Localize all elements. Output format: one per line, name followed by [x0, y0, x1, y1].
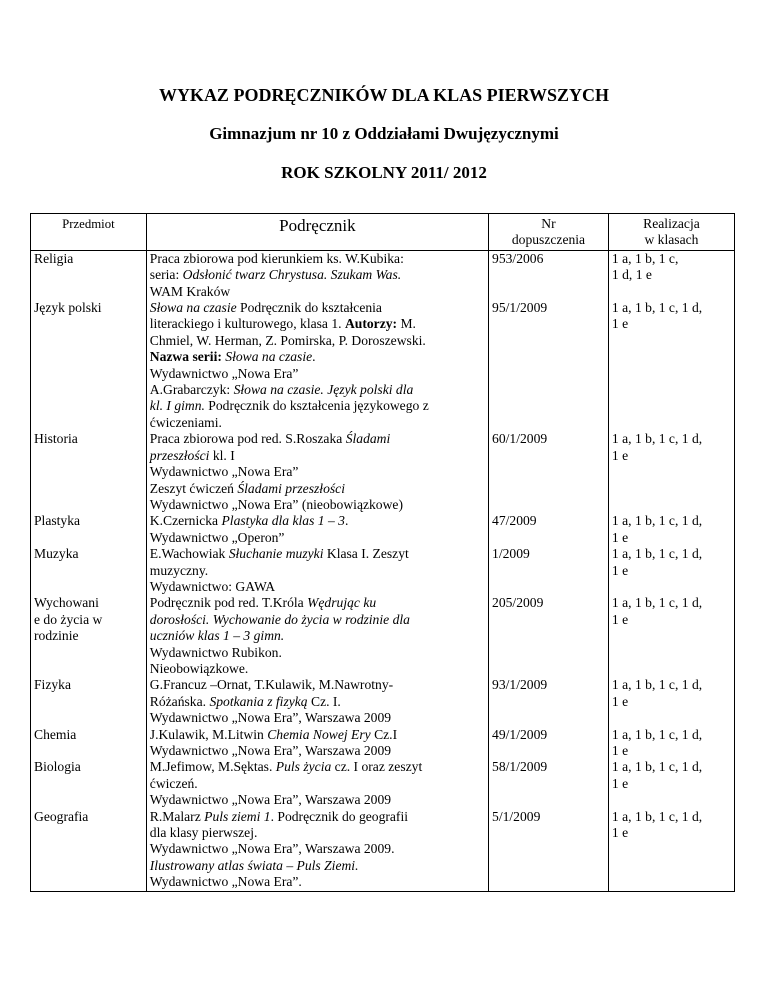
textbook-cell — [146, 595, 488, 677]
approval-number-cell — [489, 513, 609, 546]
textbook-line — [150, 809, 485, 825]
classes-line: 1 e — [611, 825, 629, 841]
subject-cell — [31, 677, 147, 726]
textbook-line — [150, 792, 485, 808]
approval-number-cell — [489, 727, 609, 760]
text-segment: E.Wachowiak — [149, 546, 229, 562]
approval-number: 5/1/2009 — [492, 808, 541, 824]
classes-line: 1 e — [611, 529, 629, 545]
textbook-line — [150, 727, 485, 743]
text-segment: Wydawnictwo „Nowa Era”. — [149, 874, 302, 890]
text-segment: Słuchanie muzyki — [228, 546, 324, 562]
classes-line: 1 e — [611, 693, 629, 709]
table-body — [31, 250, 735, 891]
textbook-line — [150, 874, 485, 890]
textbook-line — [150, 743, 485, 759]
text-segment: Praca zbiorowa pod kierunkiem ks. W.Kubika: — [149, 250, 404, 266]
classes-line: 1 e — [611, 611, 629, 627]
textbook-line — [150, 300, 485, 316]
table-row — [31, 759, 735, 808]
textbook-table — [30, 213, 735, 892]
approval-number: 95/1/2009 — [492, 300, 548, 316]
text-segment: Podręcznik do kształcenia — [236, 300, 382, 316]
approval-number-cell — [489, 431, 609, 513]
classes-cell — [608, 300, 734, 431]
text-segment: Podręcznik pod red. T.Króla — [149, 595, 308, 611]
classes-line: 1 a, 1 b, 1 c, 1 d, — [611, 808, 703, 824]
text-segment: J.Kulawik, M.Litwin — [149, 726, 268, 742]
text-segment: A.Grabarczyk: — [149, 382, 234, 398]
header-classes-line-1: Realizacja — [643, 216, 700, 231]
text-segment: . — [312, 349, 316, 365]
text-segment: M. — [397, 316, 416, 332]
classes-line: 1 a, 1 b, 1 c, 1 d, — [611, 677, 703, 693]
text-segment: Wydawnictwo „Nowa Era”, Warszawa 2009 — [149, 710, 392, 726]
subject-cell — [31, 809, 147, 892]
approval-number-cell — [489, 759, 609, 808]
textbook-cell — [146, 759, 488, 808]
text-segment: literackiego i kulturowego, klasa 1. — [149, 316, 345, 332]
text-segment: Wydawnictwo „Nowa Era”, Warszawa 2009 — [149, 743, 392, 758]
text-segment: WAM Kraków — [149, 283, 231, 299]
subject-cell — [31, 759, 147, 808]
textbook-line — [150, 661, 485, 677]
header-classes-line-2: w klasach — [644, 232, 699, 248]
table-row — [31, 809, 735, 892]
text-segment: Wydawnictwo „Operon” — [149, 529, 285, 545]
textbook-line — [150, 858, 485, 874]
textbook-line — [150, 841, 485, 857]
subject-line: rodzinie — [34, 628, 79, 644]
textbook-line — [150, 579, 485, 595]
subject-line: Chemia — [34, 726, 77, 742]
text-segment: Klasa I. Zeszyt — [323, 546, 409, 562]
subject-line: Muzyka — [34, 546, 79, 562]
text-segment: R.Malarz — [149, 808, 205, 824]
text-segment: Śladami — [345, 431, 391, 447]
text-segment: Wydawnictwo „Nowa Era” — [149, 365, 299, 381]
subject-line: Geografia — [34, 808, 89, 824]
text-segment: Puls ziemi 1 — [204, 808, 271, 824]
text-segment: ćwiczeń. — [149, 775, 198, 791]
text-segment: Podręcznik do kształcenia językowego z — [204, 398, 429, 414]
table-row — [31, 677, 735, 726]
text-segment: Wydawnictwo Rubikon. — [149, 644, 282, 660]
textbook-line — [150, 530, 485, 546]
text-segment: . Podręcznik do geografii — [270, 808, 409, 824]
approval-number: 953/2006 — [492, 250, 544, 266]
text-segment: Chemia Nowej Ery — [267, 726, 371, 742]
text-segment: kl. I gimn. — [149, 398, 205, 414]
classes-line: 1 a, 1 b, 1 c, 1 d, — [611, 300, 703, 316]
textbook-line — [150, 415, 485, 431]
textbook-cell — [146, 513, 488, 546]
text-segment: przeszłości — [149, 447, 210, 463]
textbook-cell — [146, 431, 488, 513]
classes-cell — [608, 513, 734, 546]
text-segment: ćwiczeniami. — [149, 414, 222, 430]
approval-number-cell — [489, 546, 609, 595]
textbook-cell — [146, 809, 488, 892]
textbook-line — [150, 628, 485, 644]
subject-cell — [31, 431, 147, 513]
document-title: WYKAZ PODRĘCZNIKÓW DLA KLAS PIERWSZYCH — [158, 85, 610, 105]
textbook-line — [150, 349, 485, 365]
text-segment: Nieobowiązkowe. — [149, 660, 249, 676]
text-segment: Słowa na czasie. Język polski dla — [233, 382, 414, 398]
table-row — [31, 431, 735, 513]
text-segment: Ilustrowany atlas świata – Puls Ziemi. — [149, 857, 359, 873]
approval-number: 58/1/2009 — [492, 759, 548, 775]
textbook-line — [150, 481, 485, 497]
approval-number-cell — [489, 677, 609, 726]
subject-line: Religia — [34, 250, 74, 266]
text-segment: Cz.I — [370, 726, 398, 742]
subject-line: Plastyka — [34, 513, 81, 529]
table-row — [31, 727, 735, 760]
approval-number: 205/2009 — [492, 595, 544, 611]
text-segment: Puls życia — [275, 759, 332, 775]
textbook-line — [150, 546, 485, 562]
subject-cell — [31, 300, 147, 431]
header-classes — [608, 214, 734, 251]
text-segment: cz. I oraz zeszyt — [331, 759, 423, 775]
header-textbook: Podręcznik — [146, 214, 488, 251]
approval-number: 49/1/2009 — [492, 726, 548, 742]
subject-line: Fizyka — [34, 677, 71, 693]
classes-line: 1 e — [611, 775, 629, 791]
subject-line: Historia — [34, 431, 78, 447]
textbook-cell — [146, 300, 488, 431]
classes-line: 1 a, 1 b, 1 c, 1 d, — [611, 431, 703, 447]
classes-cell — [608, 546, 734, 595]
subject-cell — [31, 513, 147, 546]
text-segment: G.Francuz –Ornat, T.Kulawik, M.Nawrotny- — [149, 677, 394, 693]
textbook-line — [150, 448, 485, 464]
subject-cell — [31, 546, 147, 595]
textbook-line — [150, 382, 485, 398]
textbook-line — [150, 431, 485, 447]
classes-cell — [608, 595, 734, 677]
table-header-row — [31, 214, 735, 251]
textbook-line — [150, 776, 485, 792]
textbook-cell — [146, 677, 488, 726]
subject-line: Biologia — [34, 759, 81, 775]
textbook-line — [150, 645, 485, 661]
textbook-line — [150, 612, 485, 628]
approval-number-cell — [489, 250, 609, 300]
approval-number: 47/2009 — [492, 513, 537, 529]
text-segment: K.Czernicka — [149, 513, 222, 529]
text-segment: Wydawnictwo „Nowa Era”, Warszawa 2009 — [149, 792, 392, 808]
textbook-line — [150, 497, 485, 513]
approval-number: 1/2009 — [492, 546, 530, 562]
header-approval-line-2: dopuszczenia — [511, 232, 586, 248]
approval-number-cell — [489, 300, 609, 431]
classes-line: 1 e — [611, 743, 629, 758]
classes-line: 1 e — [611, 447, 629, 463]
text-segment: Spotkania z fizyką — [209, 693, 308, 709]
school-year: ROK SZKOLNY 2011/ 2012 — [281, 163, 487, 182]
classes-line: 1 a, 1 b, 1 c, 1 d, — [611, 595, 703, 611]
text-segment: Plastyka dla klas 1 – 3 — [221, 513, 345, 529]
classes-cell — [608, 727, 734, 760]
textbook-line — [150, 513, 485, 529]
textbook-line — [150, 284, 485, 300]
text-segment: Cz. I. — [307, 693, 341, 709]
text-segment: dla klasy pierwszej. — [149, 825, 258, 841]
classes-cell — [608, 809, 734, 892]
text-segment: muzyczny. — [149, 562, 209, 578]
textbook-line — [150, 759, 485, 775]
text-segment: Praca zbiorowa pod red. S.Roszaka — [149, 431, 346, 447]
subject-cell — [31, 250, 147, 300]
text-segment: Wydawnictwo „Nowa Era” (nieobowiązkowe) — [149, 496, 403, 512]
classes-cell — [608, 759, 734, 808]
classes-cell — [608, 250, 734, 300]
text-segment: Słowa na czasie — [149, 300, 237, 316]
subject-line: Wychowani — [34, 595, 99, 611]
subject-cell — [31, 727, 147, 760]
textbook-line — [150, 595, 485, 611]
classes-line: 1 a, 1 b, 1 c, 1 d, — [611, 759, 703, 775]
table-row — [31, 250, 735, 300]
text-segment: uczniów klas 1 – 3 gimn. — [149, 628, 285, 644]
classes-line: 1 a, 1 b, 1 c, 1 d, — [611, 546, 703, 562]
approval-number: 93/1/2009 — [492, 677, 548, 693]
textbook-line — [150, 563, 485, 579]
approval-number: 60/1/2009 — [492, 431, 548, 447]
textbook-line — [150, 398, 485, 414]
textbook-line — [150, 825, 485, 841]
classes-line: 1 a, 1 b, 1 c, — [611, 250, 679, 266]
text-segment: dorosłości. Wychowanie do życia w rodzinie dla — [149, 611, 410, 627]
textbook-line — [150, 366, 485, 382]
text-segment: Różańska. — [149, 693, 210, 709]
subject-cell — [31, 595, 147, 677]
classes-cell — [608, 431, 734, 513]
approval-number-cell — [489, 595, 609, 677]
classes-cell — [608, 677, 734, 726]
header-approval-line-1: Nr — [541, 216, 556, 231]
classes-line: 1 a, 1 b, 1 c, 1 d, — [611, 513, 703, 529]
textbook-cell — [146, 250, 488, 300]
table-row — [31, 300, 735, 431]
text-segment: . — [344, 513, 349, 529]
textbook-line — [150, 694, 485, 710]
textbook-line — [150, 464, 485, 480]
text-segment: kl. I — [209, 447, 235, 463]
textbook-line — [150, 710, 485, 726]
text-segment: Wydawnictwo „Nowa Era” — [149, 464, 299, 480]
classes-line: 1 e — [611, 562, 629, 578]
textbook-line — [150, 316, 485, 332]
text-segment: Wydawnictwo: GAWA — [149, 578, 276, 594]
textbook-line — [150, 677, 485, 693]
text-segment: Nazwa serii: — [149, 349, 222, 365]
header-approval-number — [489, 214, 609, 251]
header-subject: Przedmiot — [31, 214, 147, 251]
table-row — [31, 546, 735, 595]
classes-line: 1 d, 1 e — [611, 267, 652, 283]
text-segment: Odsłonić twarz Chrystusa. Szukam Was. — [182, 267, 402, 283]
text-segment: Zeszyt ćwiczeń — [149, 480, 238, 496]
textbook-line — [150, 267, 485, 283]
textbook-line — [150, 333, 485, 349]
text-segment: Wydawnictwo „Nowa Era”, Warszawa 2009. — [149, 841, 395, 857]
subject-line: Język polski — [34, 300, 102, 316]
text-segment: seria: — [149, 267, 183, 283]
classes-line: 1 a, 1 b, 1 c, 1 d, — [611, 726, 703, 742]
subject-line: e do życia w — [34, 611, 103, 627]
textbook-cell — [146, 546, 488, 595]
school-name: Gimnazjum nr 10 z Oddziałami Dwujęzycznymi — [209, 124, 559, 143]
textbook-cell — [146, 727, 488, 760]
text-segment: Śladami przeszłości — [237, 480, 345, 496]
text-segment: M.Jefimow, M.Sęktas. — [149, 759, 276, 775]
table-row — [31, 595, 735, 677]
text-segment: Słowa na czasie — [225, 349, 313, 365]
table-row — [31, 513, 735, 546]
text-segment: Chmiel, W. Herman, Z. Pomirska, P. Doroszewski. — [149, 332, 426, 348]
approval-number-cell — [489, 809, 609, 892]
text-segment: Wędrując ku — [307, 595, 377, 611]
textbook-line — [150, 251, 485, 267]
text-segment: Autorzy: — [344, 316, 398, 332]
classes-line: 1 e — [611, 316, 629, 332]
